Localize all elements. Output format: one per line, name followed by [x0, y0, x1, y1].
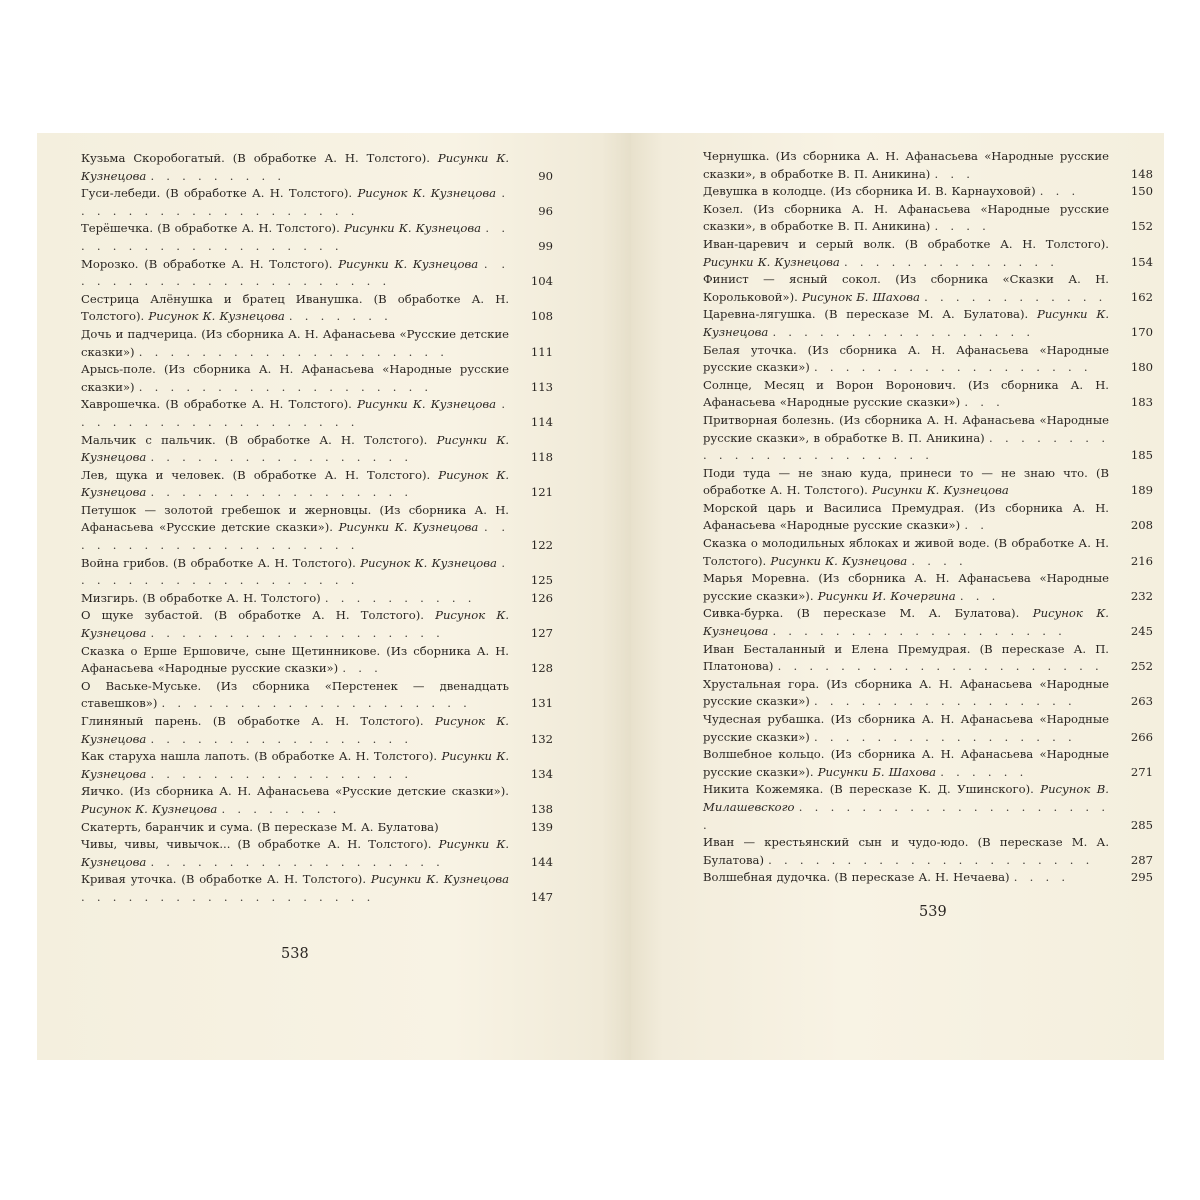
leader-dots: . . . . . . . . . . . . . . . . . . . .: [81, 520, 510, 553]
leader-dots: . . . . . . . . . . . . . . . . . . .: [81, 555, 510, 588]
entry-title: Морской царь и Василиса Премудрая. (Из сборника А. Н. Афанасьева «Народные русские сказки»): [703, 500, 1109, 533]
entry-illustrator: Рисунки К. Кузнецова: [770, 553, 908, 568]
toc-entry: [81, 185, 553, 220]
entry-page-number: 162: [1130, 289, 1153, 304]
entry-page-number: 114: [530, 414, 553, 429]
entry-title: О щуке зубастой. (В обработке А. Н. Толстого).: [81, 608, 424, 623]
leader-dots: . . . . . . . . . . . . . . . . . . . . . .: [81, 256, 510, 289]
leader-dots: . . . . . . . . . . . . . . . . .: [150, 731, 413, 746]
leader-dots: . . . . . . . . . . . . . . . . . . . . .: [703, 799, 1110, 832]
entry-title: Иван-царевич и серый волк. (В обработке А. Н. Толстого).: [703, 236, 1109, 251]
toc-entry: [81, 326, 553, 361]
entry-title: Гуси-лебеди. (В обработке А. Н. Толстого).: [81, 186, 353, 201]
entry-title: Чивы, чивы, чивычок... (В обработке А. Н. Толстого).: [81, 837, 432, 852]
leader-dots: . . . . . . . . . . . . . . . . . . . . .: [768, 852, 1094, 867]
leader-dots: . . . .: [911, 553, 967, 568]
entry-title: Кривая уточка. (В обработке А. Н. Толстого).: [81, 872, 367, 887]
left-page: [37, 133, 631, 1060]
entry-page-number: 189: [1130, 483, 1153, 498]
entry-title: Лев, щука и человек. (В обработке А. Н. Толстого).: [81, 467, 431, 482]
toc-entry: [81, 607, 553, 642]
toc-entry: [703, 465, 1153, 500]
entry-page-number: 180: [1130, 360, 1153, 375]
toc-entry: [703, 605, 1153, 640]
toc-entry: [703, 377, 1153, 412]
entry-title: Сказка о молодильных яблоках и живой воде. (В обработке А. Н. Толстого).: [703, 536, 1109, 568]
entry-title: Марья Моревна. (Из сборника А. Н. Афанасьева «Народные русские сказки»).: [703, 571, 1109, 603]
toc-entry: [81, 871, 553, 906]
toc-entry: [81, 819, 553, 837]
leader-dots: . . . . . . . . . . . . . . . . .: [150, 766, 413, 781]
leader-dots: . . . . . . . . . . . . . . . . .: [772, 324, 1035, 339]
entry-illustrator: Рисунки К. Кузнецова: [81, 432, 510, 465]
entry-title: Иван Бесталанный и Елена Премудрая. (В пересказе А. П. Платонова): [703, 641, 1109, 674]
entry-illustrator: Рисунки К. Кузнецова: [81, 151, 510, 183]
entry-title: Чернушка. (Из сборника А. Н. Афанасьева «Народные русские сказки», в обработке В. П. Аникина): [703, 149, 1109, 181]
entry-illustrator: Рисунки К. Кузнецова: [338, 520, 479, 535]
toc-entry: [81, 467, 553, 502]
entry-page-number: 96: [538, 203, 553, 218]
leader-dots: . . .: [1039, 184, 1080, 199]
leader-dots: . . .: [959, 588, 1000, 603]
entry-title: Дочь и падчерица. (Из сборника А. Н. Афанасьева «Русские детские сказки»): [81, 326, 509, 359]
leader-dots: . . .: [934, 166, 974, 181]
leader-dots: . . . . . . . . . . . . . . . . . .: [814, 360, 1092, 375]
entry-title: О Ваське-Муське. (Из сборника «Перстенек — двенадцать ставешков»): [81, 678, 509, 711]
entry-page-number: 122: [530, 538, 553, 553]
right-page: [631, 133, 1164, 1060]
entry-title: Яичко. (Из сборника А. Н. Афанасьева «Русские детские сказки»).: [81, 784, 509, 799]
entry-title: Мальчик с пальчик. (В обработке А. Н. Толстого).: [81, 432, 428, 447]
toc-entry: [703, 201, 1153, 236]
toc-entry: [703, 535, 1153, 570]
leader-dots: . . . . . . . . . . . . . .: [843, 254, 1058, 269]
leader-dots: . . . . . . . . . . . . . . . . .: [814, 694, 1076, 709]
entry-illustrator: Рисунки К. Кузнецова: [81, 749, 510, 781]
entry-page-number: 131: [530, 696, 553, 711]
entry-page-number: 185: [1130, 448, 1153, 463]
toc-entry: [703, 183, 1153, 201]
entry-page-number: 208: [1130, 518, 1153, 533]
entry-page-number: 266: [1130, 729, 1153, 744]
entry-title: Белая уточка. (Из сборника А. Н. Афанасьева «Народные русские сказки»): [703, 342, 1109, 375]
toc-entry: [81, 678, 553, 713]
toc-entry: [703, 641, 1153, 676]
page-number-right: 539: [919, 904, 947, 920]
entry-page-number: 295: [1130, 870, 1153, 885]
entry-page-number: 126: [530, 590, 553, 605]
leader-dots: . .: [964, 518, 988, 533]
leader-dots: . . . . . . . . . . . . . . . . . . .: [81, 397, 509, 429]
leader-dots: . . .: [342, 661, 382, 676]
entry-title: Притворная болезнь. (Из сборника А. Н. Афанасьева «Народные русские сказки», в обработке В. П. Аникина): [703, 412, 1109, 445]
entry-page-number: 285: [1130, 817, 1153, 832]
entry-illustrator: Рисунки К. Кузнецова: [703, 254, 840, 269]
leader-dots: . . . . . . . . . . . . . . . . . . . . .: [777, 659, 1103, 674]
leader-dots: . . . . . . . . . . . . . . . . . . .: [150, 854, 444, 869]
toc-entry: [81, 502, 553, 555]
leader-dots: . . . . . . . . . . . . . . . . . . .: [772, 624, 1066, 639]
entry-page-number: 139: [530, 819, 553, 834]
leader-dots: . . . . . . . .: [221, 801, 341, 816]
entry-page-number: 216: [1130, 553, 1153, 568]
entry-title: Волшебное кольцо. (Из сборника А. Н. Афанасьева «Народные русские сказки»).: [703, 747, 1109, 779]
leader-dots: . . . . . .: [940, 764, 1028, 779]
entry-title: Терёшечка. (В обработке А. Н. Толстого).: [81, 221, 340, 236]
entry-page-number: 287: [1130, 852, 1153, 867]
toc-entry: [81, 748, 553, 783]
entry-page-number: 138: [530, 801, 553, 816]
entry-title: Хрустальная гора. (Из сборника А. Н. Афанасьева «Народные русские сказки»): [703, 676, 1109, 709]
leader-dots: . . .: [964, 395, 1004, 410]
leader-dots: . . . . . . . . . . . . . . . . . . .: [81, 186, 509, 218]
entry-illustrator: Рисунок Б. Шахова: [801, 289, 920, 304]
entry-page-number: 144: [530, 854, 553, 869]
entry-page-number: 99: [538, 238, 553, 253]
entry-page-number: 245: [1130, 624, 1153, 639]
leader-dots: . . . . . . . . . . . . . . . . . . . .: [161, 696, 471, 711]
toc-entry: [703, 570, 1153, 605]
leader-dots: . . . . . . .: [288, 309, 392, 324]
leader-dots: . . . . . . . . . . . . . . . . . . .: [150, 626, 444, 641]
entry-page-number: 132: [530, 731, 553, 746]
entry-page-number: 150: [1130, 184, 1153, 199]
entry-page-number: 252: [1130, 659, 1153, 674]
entry-illustrator: Рисунок К. Кузнецова: [703, 606, 1109, 639]
toc-entry: [703, 869, 1153, 887]
entry-page-number: 263: [1130, 694, 1153, 709]
entry-page-number: 147: [530, 889, 553, 904]
entry-illustrator: Рисунок К. Кузнецова: [81, 608, 510, 641]
leader-dots: . . . .: [934, 219, 990, 234]
entry-page-number: 134: [530, 766, 553, 781]
leader-dots: . . . . . . . . . .: [324, 590, 476, 605]
entry-illustrator: Рисунок К. Кузнецова: [357, 186, 496, 201]
entry-illustrator: Рисунок К. Кузнецова: [81, 801, 218, 816]
entry-illustrator: Рисунки К. Кузнецова: [344, 221, 482, 236]
toc-entry: [81, 150, 553, 185]
leader-dots: . . . . . . . . .: [150, 168, 286, 183]
entry-title: Сказка о Ерше Ершовиче, сыне Щетинникове. (Из сборника А. Н. Афанасьева «Народные русские сказки»): [81, 643, 509, 676]
entry-illustrator: Рисунки К. Кузнецова: [872, 483, 1009, 498]
toc-entry: [703, 711, 1153, 746]
entry-illustrator: Рисунок В. Милашевского: [703, 782, 1109, 814]
entry-title: Петушок — золотой гребешок и жерновцы. (Из сборника А. Н. Афанасьева «Русские детские сказки»).: [81, 502, 509, 535]
entry-page-number: 104: [530, 274, 553, 289]
toc-entry: [81, 396, 553, 431]
toc-entry: [703, 236, 1153, 271]
leader-dots: . . . .: [1013, 870, 1070, 885]
entry-title: Чудесная рубашка. (Из сборника А. Н. Афанасьева «Народные русские сказки»): [703, 712, 1109, 744]
entry-illustrator: Рисунок К. Кузнецова: [360, 555, 497, 570]
entry-page-number: 183: [1130, 395, 1153, 410]
entry-page-number: 125: [530, 573, 553, 588]
entry-page-number: 118: [530, 450, 553, 465]
toc-entry: [703, 306, 1153, 341]
toc-entry: [81, 783, 553, 818]
entry-page-number: 152: [1130, 219, 1153, 234]
entry-page-number: 113: [530, 379, 553, 394]
page-number-left: 538: [281, 946, 309, 962]
entry-illustrator: Рисунки К. Кузнецова: [81, 837, 510, 869]
leader-dots: . . . . . . . . . . . . . . . . . . . . . . .: [703, 430, 1110, 463]
entry-title: Как старуха нашла лапоть. (В обработке А. Н. Толстого).: [81, 749, 438, 764]
leader-dots: . . . . . . . . . . . . . . . . .: [814, 729, 1076, 744]
toc-entry: [703, 412, 1153, 465]
entry-page-number: 148: [1130, 166, 1153, 181]
leader-dots: . . . . . . . . . . . . . . . . .: [150, 485, 413, 500]
entry-title: Мизгирь. (В обработке А. Н. Толстого): [81, 590, 321, 605]
table-of-contents-right: [703, 148, 1153, 887]
entry-illustrator: Рисунки И. Кочергина: [817, 588, 956, 603]
entry-title: Иван — крестьянский сын и чудо-юдо. (В пересказе М. А. Булатова): [703, 835, 1109, 867]
entry-page-number: 128: [530, 661, 553, 676]
entry-title: Арысь-поле. (Из сборника А. Н. Афанасьева «Народные русские сказки»): [81, 362, 509, 394]
toc-entry: [81, 643, 553, 678]
entry-title: Девушка в колодце. (Из сборника И. В. Карнауховой): [703, 184, 1036, 199]
entry-title: Глиняный парень. (В обработке А. Н. Толстого).: [81, 714, 424, 728]
entry-title: Козел. (Из сборника А. Н. Афанасьева «Народные русские сказки», в обработке В. П. Аникина): [703, 201, 1109, 234]
toc-entry: [703, 781, 1153, 834]
leader-dots: . . . . . . . . . . . . . . . . . . . .: [138, 344, 448, 359]
leader-dots: . . . . . . . . . . . .: [924, 289, 1107, 304]
leader-dots: . . . . . . . . . . . . . . . . . . .: [81, 221, 510, 253]
entry-page-number: 271: [1130, 764, 1153, 779]
entry-page-number: 108: [530, 309, 553, 324]
toc-entry: [81, 836, 553, 871]
leader-dots: . . . . . . . . . . . . . . . . .: [150, 450, 413, 465]
entry-title: Царевна-лягушка. (В пересказе М. А. Булатова).: [703, 307, 1029, 322]
entry-title: Скатерть, баранчик и сума. (В пересказе М. А. Булатова): [81, 819, 439, 834]
toc-entry: [81, 291, 553, 326]
entry-title: Солнце, Месяц и Ворон Воронович. (Из сборника А. Н. Афанасьева «Народные русские сказки»): [703, 377, 1109, 410]
table-of-contents-left: [81, 150, 553, 907]
toc-entry: [81, 555, 553, 590]
toc-entry: [81, 256, 553, 291]
toc-entry: [703, 271, 1153, 306]
entry-page-number: 170: [1130, 324, 1153, 339]
toc-entry: [703, 676, 1153, 711]
entry-illustrator: Рисунок К. Кузнецова: [148, 309, 285, 324]
toc-entry: [81, 713, 553, 748]
entry-title: Сестрица Алёнушка и братец Иванушка. (В обработке А. Н. Толстого).: [81, 291, 509, 324]
toc-entry: [81, 361, 553, 396]
entry-illustrator: Рисунки К. Кузнецова: [370, 872, 509, 887]
entry-title: Война грибов. (В обработке А. Н. Толстого).: [81, 555, 356, 570]
entry-title: Хаврошечка. (В обработке А. Н. Толстого).: [81, 397, 352, 412]
entry-illustrator: Рисунки Б. Шахова: [817, 764, 937, 779]
toc-entry: [81, 590, 553, 608]
entry-title: Никита Кожемяка. (В пересказе К. Д. Ушинского).: [703, 782, 1034, 797]
leader-dots: . . . . . . . . . . . . . . . . . . .: [81, 889, 375, 904]
leader-dots: . . . . . . . . . . . . . . . . . . .: [138, 379, 433, 394]
entry-page-number: 111: [530, 344, 553, 359]
entry-title: Поди туда — не знаю куда, принеси то — не знаю что. (В обработке А. Н. Толстого).: [703, 465, 1109, 498]
toc-entry: [81, 432, 553, 467]
toc-entry: [703, 746, 1153, 781]
entry-page-number: 154: [1130, 254, 1153, 269]
entry-title: Волшебная дудочка. (В пересказе А. Н. Нечаева): [703, 870, 1010, 885]
entry-title: Кузьма Скоробогатый. (В обработке А. Н. Толстого).: [81, 151, 430, 165]
toc-entry: [81, 220, 553, 255]
entry-title: Сивка-бурка. (В пересказе М. А. Булатова).: [703, 606, 1020, 621]
toc-entry: [703, 342, 1153, 377]
entry-title: Финист — ясный сокол. (Из сборника «Сказки А. Н. Корольковой»).: [703, 272, 1109, 304]
entry-page-number: 232: [1130, 588, 1153, 603]
entry-page-number: 121: [530, 485, 553, 500]
entry-illustrator: Рисунок К. Кузнецова: [81, 467, 510, 500]
toc-entry: [703, 834, 1153, 869]
toc-entry: [703, 500, 1153, 535]
entry-page-number: 127: [530, 626, 553, 641]
entry-illustrator: Рисунки К. Кузнецова: [357, 397, 497, 412]
entry-illustrator: Рисунки К. Кузнецова: [338, 256, 479, 271]
entry-title: Морозко. (В обработке А. Н. Толстого).: [81, 256, 333, 271]
entry-illustrator: Рисунок К. Кузнецова: [81, 714, 509, 746]
entry-page-number: 90: [538, 168, 553, 183]
toc-entry: [703, 148, 1153, 183]
entry-illustrator: Рисунки К. Кузнецова: [703, 307, 1110, 339]
